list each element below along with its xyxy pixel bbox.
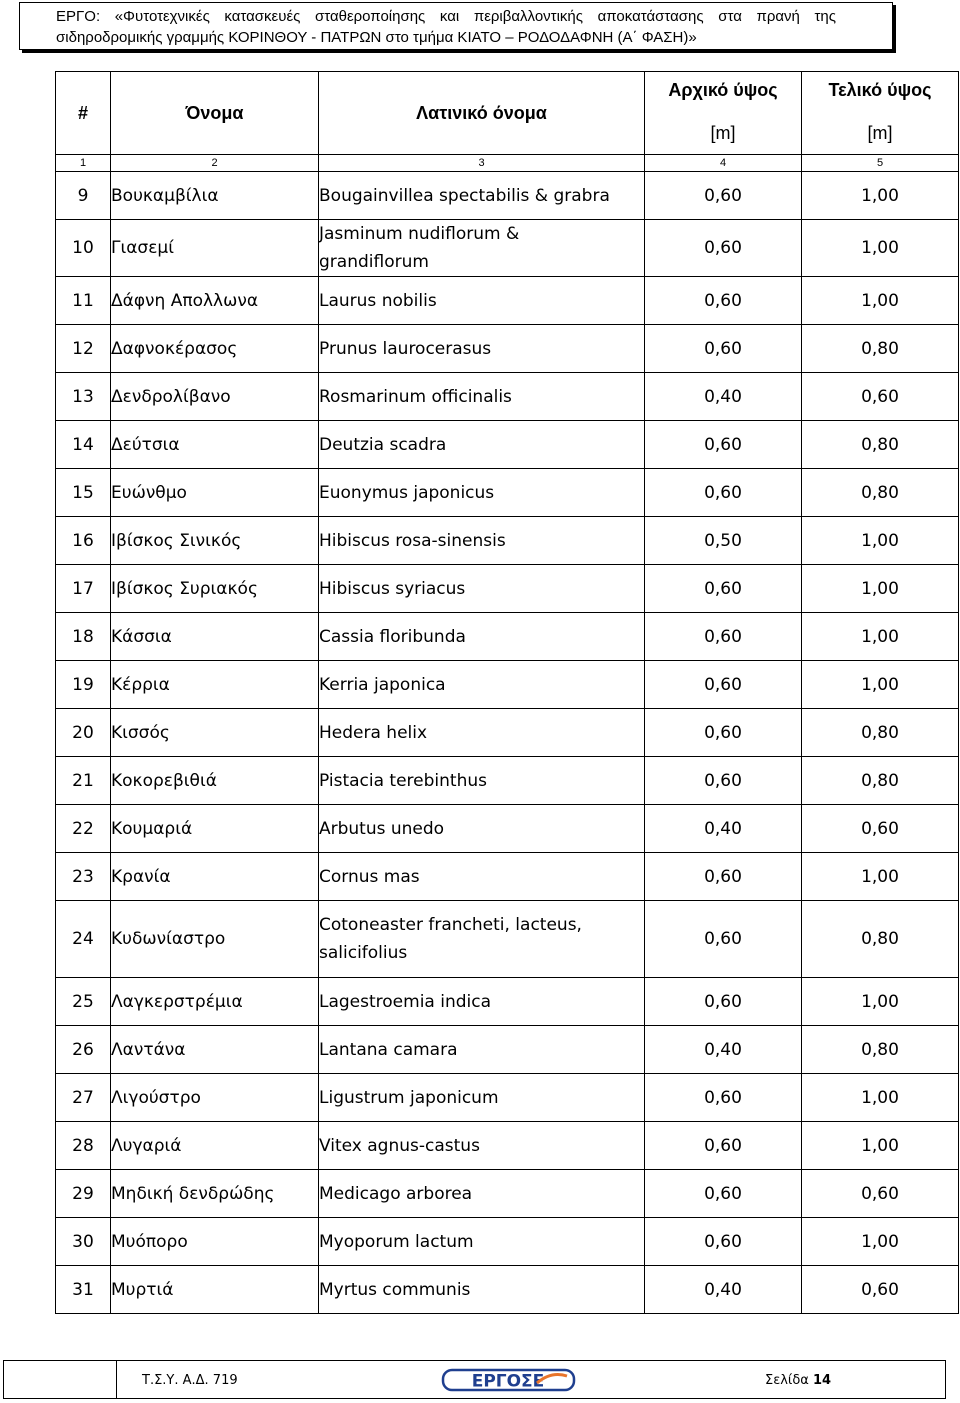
initial-height: 0,60 (645, 613, 802, 661)
initial-height: 0,60 (645, 978, 802, 1026)
final-height: 1,00 (802, 517, 959, 565)
plant-name: Κάσσια (111, 613, 319, 661)
latin-name: Medicago arborea (319, 1170, 645, 1218)
plant-name: Ιβίσκος Συριακός (111, 565, 319, 613)
plant-name: Κρανία (111, 853, 319, 901)
row-number: 28 (56, 1122, 111, 1170)
column-numbers-row (56, 155, 959, 172)
row-number: 22 (56, 805, 111, 853)
final-height: 1,00 (802, 1122, 959, 1170)
table-row (56, 1266, 959, 1314)
initial-height: 0,60 (645, 325, 802, 373)
ergose-logo-text: ΕΡΓΟΣΕ (471, 1371, 545, 1392)
final-height: 1,00 (802, 277, 959, 325)
final-height: 1,00 (802, 853, 959, 901)
table-row (56, 613, 959, 661)
plant-name: Λαγκερστρέμια (111, 978, 319, 1026)
table-row (56, 517, 959, 565)
initial-height: 0,40 (645, 373, 802, 421)
latin-name: Arbutus unedo (319, 805, 645, 853)
table-row (56, 1218, 959, 1266)
initial-height: 0,50 (645, 517, 802, 565)
initial-height: 0,60 (645, 565, 802, 613)
column-number: 1 (56, 155, 111, 172)
plant-name: Λυγαριά (111, 1122, 319, 1170)
final-height: 0,80 (802, 325, 959, 373)
row-number: 13 (56, 373, 111, 421)
document-header (19, 2, 893, 50)
table-row (56, 901, 959, 978)
latin-name: Jasminum nudiflorum & grandiflorum (319, 220, 645, 277)
plant-name: Δάφνη Απολλωνα (111, 277, 319, 325)
final-height: 1,00 (802, 220, 959, 277)
table-row (56, 805, 959, 853)
header-final-height-label: Τελικό ύψος (828, 80, 932, 100)
row-number: 26 (56, 1026, 111, 1074)
row-number: 18 (56, 613, 111, 661)
column-number: 2 (111, 155, 319, 172)
final-height: 0,60 (802, 1170, 959, 1218)
final-height: 0,80 (802, 757, 959, 805)
footer-page-label: Σελίδα (765, 1373, 809, 1388)
initial-height: 0,60 (645, 220, 802, 277)
header-line-1 (56, 6, 892, 27)
table-header-row (56, 72, 959, 155)
header-line-2: σιδηροδρομικής γραμμής ΚΟΡΙΝΘΟΥ - ΠΑΤΡΩΝ στο τμήμα ΚΙΑΤΟ – ΡΟΔΟΔΑΦΝΗ (Α΄ ΦΑΣΗ)» (56, 29, 697, 46)
initial-height: 0,60 (645, 172, 802, 220)
row-number: 25 (56, 978, 111, 1026)
row-number: 9 (56, 172, 111, 220)
row-number: 16 (56, 517, 111, 565)
latin-name: Vitex agnus-castus (319, 1122, 645, 1170)
plant-name: Μηδική δενδρώδης (111, 1170, 319, 1218)
plant-name: Δεύτσια (111, 421, 319, 469)
plant-name: Μυρτιά (111, 1266, 319, 1314)
row-number: 29 (56, 1170, 111, 1218)
header-final-height-unit: [m] (867, 123, 893, 143)
header-word: της (814, 8, 836, 25)
final-height: 1,00 (802, 565, 959, 613)
table-row (56, 1026, 959, 1074)
header-word: «Φυτοτεχνικές (114, 8, 210, 25)
initial-height: 0,60 (645, 757, 802, 805)
final-height: 0,60 (802, 373, 959, 421)
latin-name: Hedera helix (319, 709, 645, 757)
initial-height: 0,40 (645, 805, 802, 853)
table-row (56, 1170, 959, 1218)
final-height: 0,80 (802, 469, 959, 517)
row-number: 30 (56, 1218, 111, 1266)
initial-height: 0,60 (645, 421, 802, 469)
latin-name: Hibiscus rosa-sinensis (319, 517, 645, 565)
latin-name: Pistacia terebinthus (319, 757, 645, 805)
table-row (56, 709, 959, 757)
latin-name: Kerria japonica (319, 661, 645, 709)
plant-name: Λαντάνα (111, 1026, 319, 1074)
footer-reference: Τ.Σ.Υ. Α.Δ. 719 (142, 1373, 238, 1388)
row-number: 31 (56, 1266, 111, 1314)
row-number: 12 (56, 325, 111, 373)
final-height: 0,80 (802, 421, 959, 469)
table-row (56, 220, 959, 277)
column-number: 3 (319, 155, 645, 172)
header-initial-height (645, 72, 802, 155)
header-latin-name: Λατινικό όνομα (319, 72, 645, 155)
table-row (56, 978, 959, 1026)
row-number: 11 (56, 277, 111, 325)
plant-name: Δενδρολίβανο (111, 373, 319, 421)
header-word: πρανή (756, 8, 800, 25)
latin-name: Laurus nobilis (319, 277, 645, 325)
table-row (56, 469, 959, 517)
final-height: 1,00 (802, 978, 959, 1026)
initial-height: 0,60 (645, 1074, 802, 1122)
latin-name: Myoporum lactum (319, 1218, 645, 1266)
header-initial-height-label: Αρχικό ύψος (668, 80, 778, 100)
latin-name: Euonymus japonicus (319, 469, 645, 517)
header-word: και (439, 8, 460, 25)
table-row (56, 421, 959, 469)
final-height: 0,80 (802, 901, 959, 978)
initial-height: 0,40 (645, 1266, 802, 1314)
initial-height: 0,40 (645, 1026, 802, 1074)
table-row (56, 757, 959, 805)
row-number: 17 (56, 565, 111, 613)
latin-name: Bougainvillea spectabilis & grabra (319, 172, 645, 220)
footer-page-number: 14 (813, 1373, 832, 1388)
latin-name: Hibiscus syriacus (319, 565, 645, 613)
table-row (56, 277, 959, 325)
table-row (56, 661, 959, 709)
table-row (56, 1122, 959, 1170)
header-final-height (802, 72, 959, 155)
latin-name: Lagestroemia indica (319, 978, 645, 1026)
latin-name: Myrtus communis (319, 1266, 645, 1314)
latin-name: Ligustrum japonicum (319, 1074, 645, 1122)
row-number: 27 (56, 1074, 111, 1122)
initial-height: 0,60 (645, 469, 802, 517)
latin-name: Cotoneaster francheti, lacteus, salicifolius (319, 901, 645, 978)
plant-name: Λιγούστρο (111, 1074, 319, 1122)
plant-name: Κέρρια (111, 661, 319, 709)
plant-name: Μυόπορο (111, 1218, 319, 1266)
row-number: 15 (56, 469, 111, 517)
header-name: Όνομα (111, 72, 319, 155)
final-height: 1,00 (802, 1218, 959, 1266)
plant-name: Κουμαριά (111, 805, 319, 853)
latin-name: Rosmarinum officinalis (319, 373, 645, 421)
column-number: 4 (645, 155, 802, 172)
final-height: 1,00 (802, 172, 959, 220)
initial-height: 0,60 (645, 1218, 802, 1266)
final-height: 0,80 (802, 709, 959, 757)
row-number: 24 (56, 901, 111, 978)
footer-left-frame (3, 1360, 116, 1399)
header-word: ΕΡΓΟ: (56, 8, 101, 25)
plant-name: Βουκαμβίλια (111, 172, 319, 220)
final-height: 1,00 (802, 613, 959, 661)
column-number: 5 (802, 155, 959, 172)
final-height: 1,00 (802, 1074, 959, 1122)
row-number: 23 (56, 853, 111, 901)
plant-name: Ευώνθμο (111, 469, 319, 517)
table-row (56, 853, 959, 901)
initial-height: 0,60 (645, 1170, 802, 1218)
header-word: στα (718, 8, 742, 25)
plant-name: Κυδωνίαστρο (111, 901, 319, 978)
header-word: περιβαλλοντικής (473, 8, 583, 25)
row-number: 20 (56, 709, 111, 757)
plants-table (55, 71, 959, 1314)
plant-name: Κοκορεβιθιά (111, 757, 319, 805)
header-initial-height-unit: [m] (710, 123, 736, 143)
table-row (56, 565, 959, 613)
document-footer (116, 1360, 946, 1399)
final-height: 0,80 (802, 1026, 959, 1074)
plant-name: Γιασεμί (111, 220, 319, 277)
final-height: 1,00 (802, 661, 959, 709)
header-word: σταθεροποίησης (314, 8, 426, 25)
latin-name: Cassia floribunda (319, 613, 645, 661)
footer-page (765, 1373, 831, 1388)
plant-name: Δαφνοκέρασος (111, 325, 319, 373)
initial-height: 0,60 (645, 277, 802, 325)
initial-height: 0,60 (645, 661, 802, 709)
header-word: κατασκευές (224, 8, 301, 25)
initial-height: 0,60 (645, 853, 802, 901)
table-row (56, 1074, 959, 1122)
ergose-logo (441, 1367, 576, 1393)
initial-height: 0,60 (645, 901, 802, 978)
table-row (56, 325, 959, 373)
row-number: 10 (56, 220, 111, 277)
row-number: 21 (56, 757, 111, 805)
latin-name: Prunus laurocerasus (319, 325, 645, 373)
plant-name: Ιβίσκος Σινικός (111, 517, 319, 565)
latin-name: Lantana camara (319, 1026, 645, 1074)
table-row (56, 172, 959, 220)
plant-name: Κισσός (111, 709, 319, 757)
initial-height: 0,60 (645, 709, 802, 757)
plant-rows (56, 172, 959, 1314)
row-number: 14 (56, 421, 111, 469)
header-num: # (56, 72, 111, 155)
latin-name: Deutzia scadra (319, 421, 645, 469)
latin-name: Cornus mas (319, 853, 645, 901)
initial-height: 0,60 (645, 1122, 802, 1170)
header-word: αποκατάστασης (597, 8, 704, 25)
row-number: 19 (56, 661, 111, 709)
final-height: 0,60 (802, 805, 959, 853)
table-row (56, 373, 959, 421)
final-height: 0,60 (802, 1266, 959, 1314)
